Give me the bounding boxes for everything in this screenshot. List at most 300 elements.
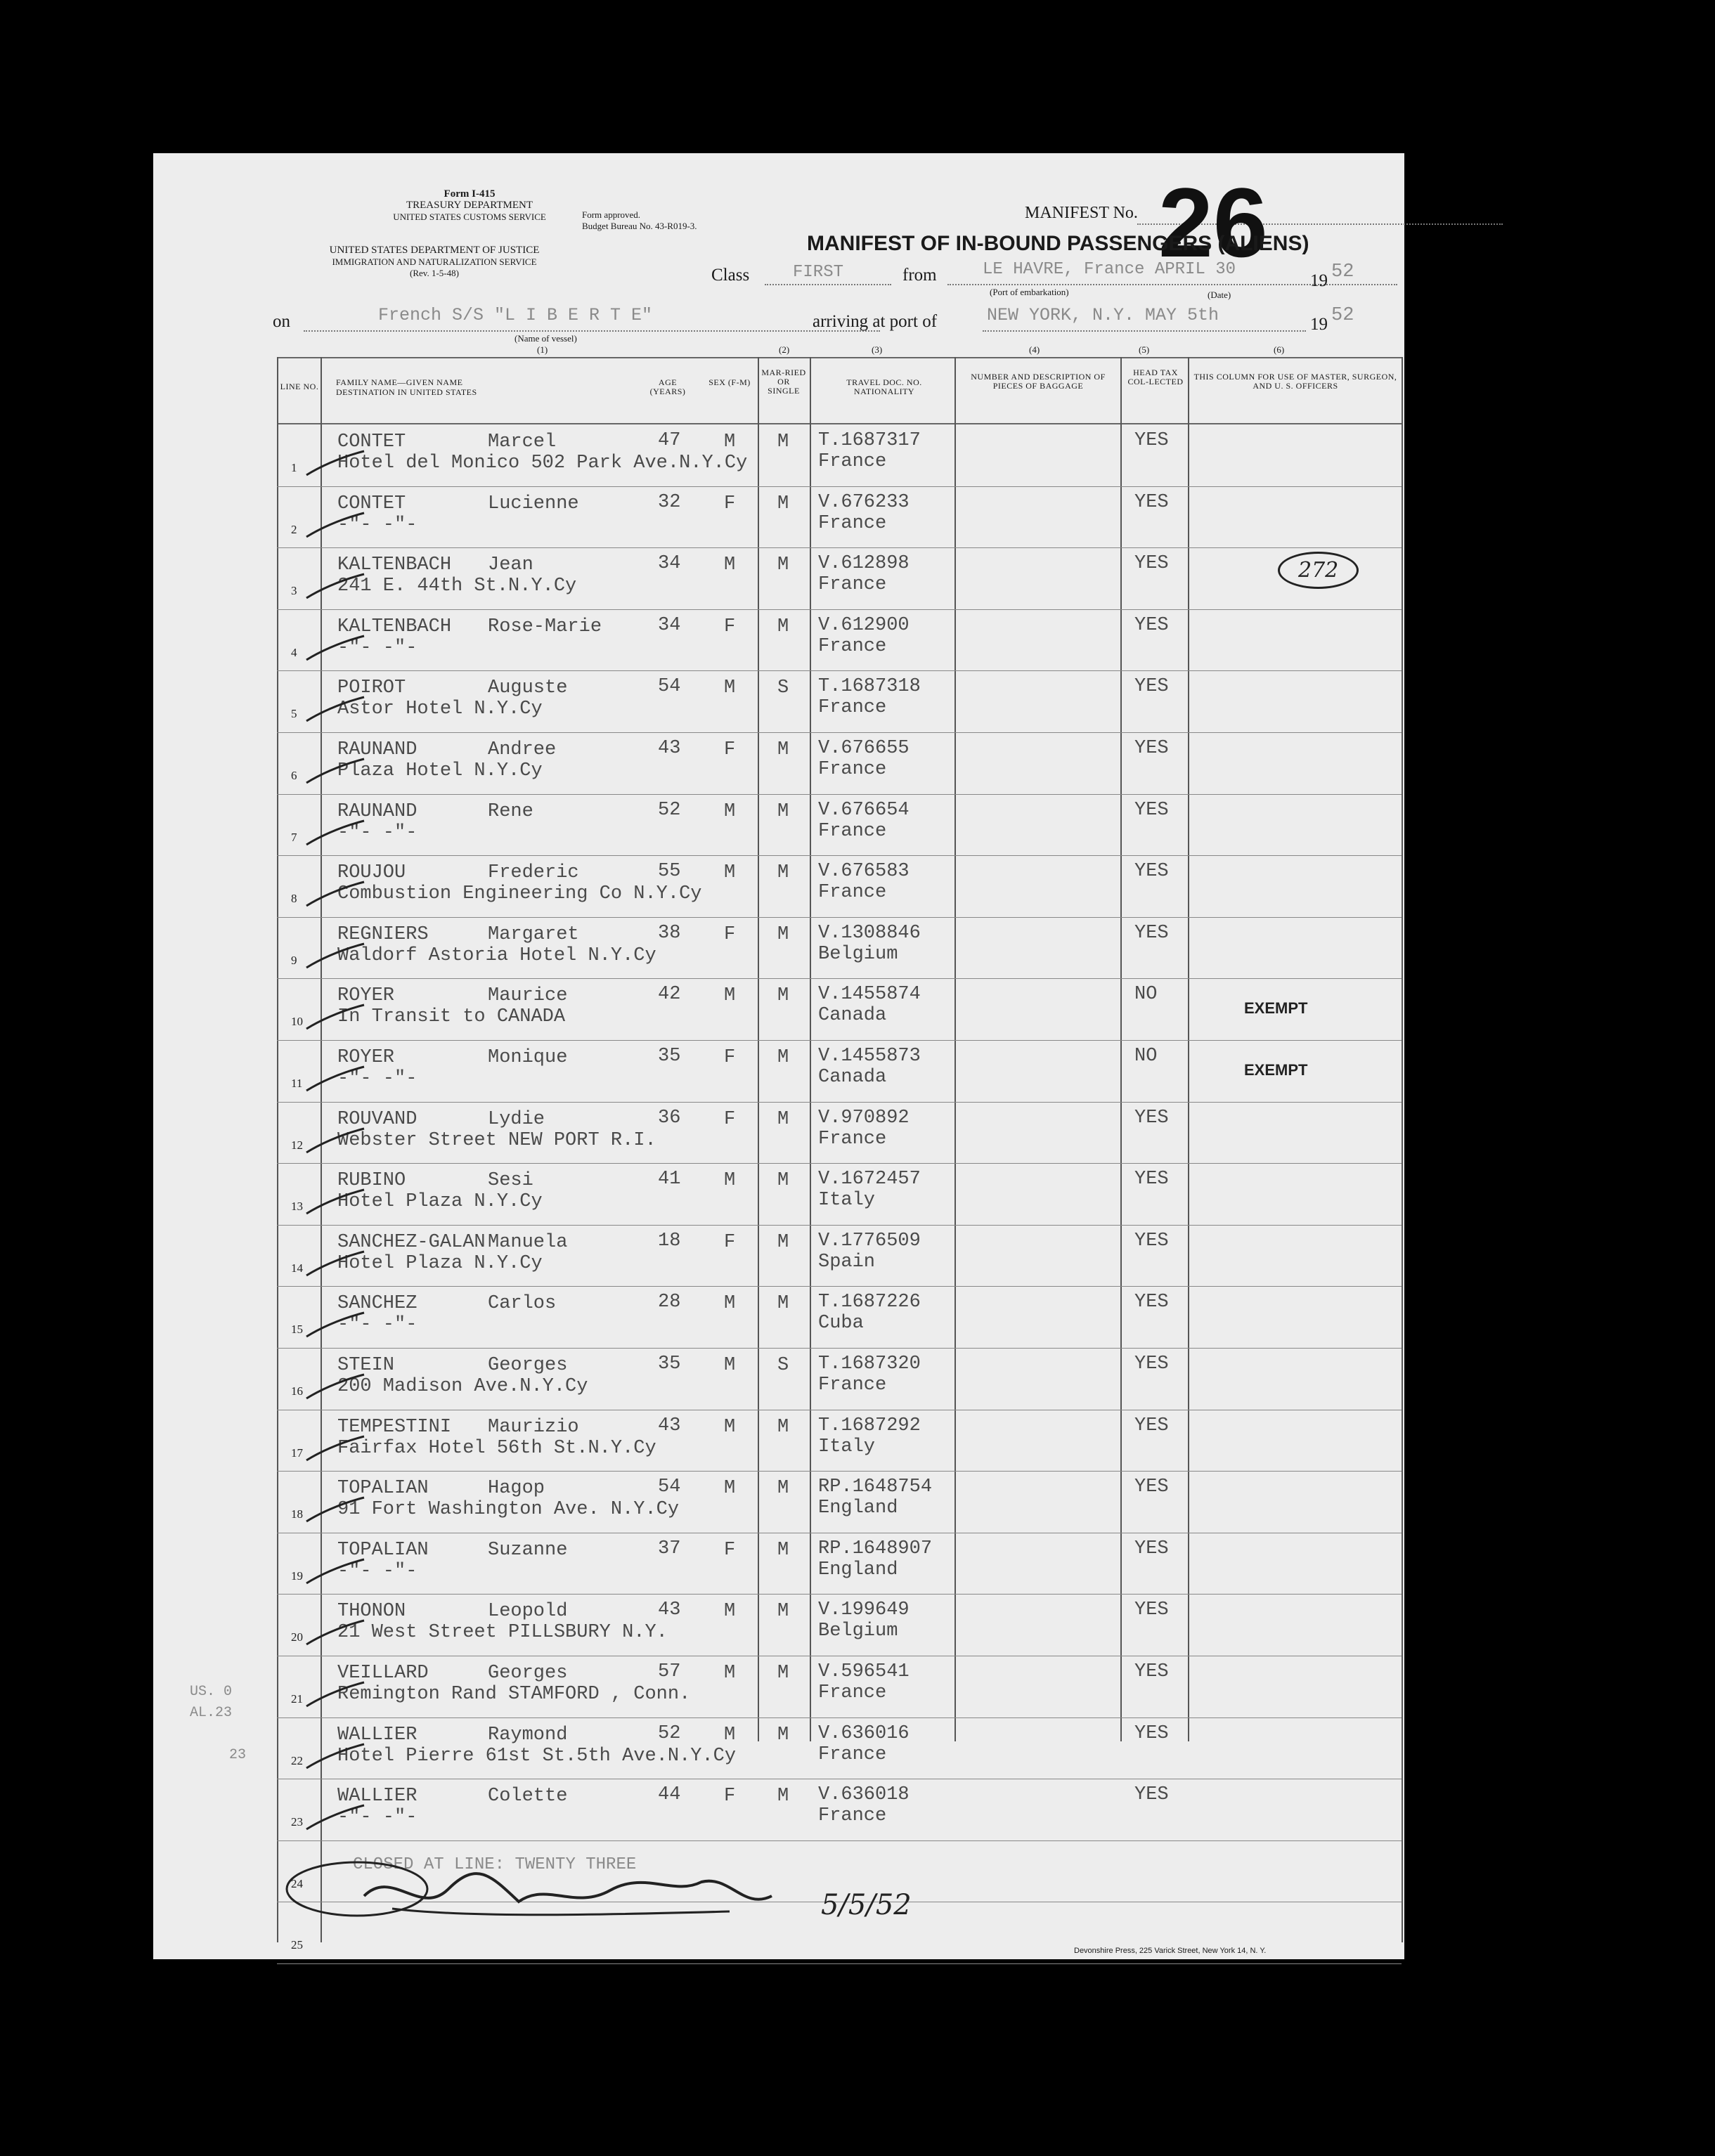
marital-status: M [777,1293,789,1314]
destination: In Transit to CANADA [337,1006,566,1027]
row-rule [277,486,1402,487]
nationality: Belgium [818,944,898,965]
given-name: Monique [488,1047,568,1068]
marital-status: M [777,1663,789,1684]
travel-doc: V.676233 [818,492,910,513]
row-rule [277,794,1402,795]
travel-doc: V.676655 [818,738,910,759]
sex: M [724,862,736,883]
age: 36 [658,1108,681,1129]
marital-status: M [777,739,789,760]
check-mark [304,1801,367,1836]
from-line [947,284,1397,285]
marital-status: M [777,862,789,883]
marital-status: M [777,1170,789,1191]
line-number: 19 [291,1569,303,1583]
destination: Plaza Hotel N.Y.Cy [337,760,543,781]
check-mark [304,1740,367,1775]
form-number: Form I-415 [444,188,496,200]
family-name: REGNIERS [337,924,429,945]
family-name: CONTET [337,493,406,514]
check-mark [304,1678,367,1713]
check-mark [304,509,367,544]
head-tax: YES [1134,492,1169,513]
line-number: 9 [291,954,297,967]
sex: M [724,1663,736,1684]
customs-service: UNITED STATES CUSTOMS SERVICE [393,212,546,222]
head-tax: YES [1134,1476,1169,1498]
travel-doc: V.676654 [818,800,910,821]
marital-status: M [777,493,789,514]
destination: 91 Fort Washington Ave. N.Y.Cy [337,1499,680,1520]
nationality: England [818,1498,898,1519]
nationality: France [818,636,887,657]
col-header-dest: DESTINATION IN UNITED STATES [336,387,477,397]
row-rule [277,547,1402,548]
nationality: France [818,1375,887,1396]
row-rule [277,917,1402,918]
line-number: 25 [291,1938,303,1952]
closed-at-line: CLOSED AT LINE: TWENTY THREE [353,1855,637,1874]
line-number: 8 [291,892,297,905]
check-mark [304,817,367,852]
class-line [765,284,891,285]
marital-status: M [777,1786,789,1807]
date-caption: (Date) [1208,290,1231,300]
head-tax: NO [1134,984,1158,1005]
given-name: Margaret [488,924,579,945]
from-label: from [902,266,937,285]
sex: M [724,1170,736,1191]
marital-status: M [777,1047,789,1068]
printer-imprint: Devonshire Press, 225 Varick Street, New York 14, N. Y. [1074,1947,1267,1955]
given-name: Lucienne [488,493,579,514]
family-name: SANCHEZ [337,1293,418,1314]
nationality: France [818,882,887,903]
check-mark [304,755,367,790]
head-tax: YES [1134,800,1169,821]
line-number: 4 [291,646,297,659]
marital-status: M [777,1478,789,1499]
line-number: 15 [291,1323,303,1336]
col-rule [1188,357,1189,1741]
destination: Webster Street NEW PORT R.I. [337,1130,656,1151]
row-rule [277,1717,1402,1718]
head-tax: YES [1134,553,1169,574]
check-mark [304,1186,367,1221]
check-mark [304,447,367,482]
row-rule [277,1286,1402,1287]
age: 54 [658,1476,681,1498]
age: 43 [658,1599,681,1621]
nationality: England [818,1559,898,1580]
given-name: Frederic [488,862,579,883]
nationality: Italy [818,1436,876,1457]
row-rule [277,1594,1402,1595]
marital-status: M [777,616,789,637]
row-rule [277,670,1402,671]
age: 57 [658,1661,681,1682]
sex: F [724,924,736,945]
col-header-baggage: NUMBER AND DESCRIPTION OF PIECES OF BAGGAGE [971,372,1106,391]
check-mark [304,1555,367,1590]
head-tax: YES [1134,923,1169,944]
age: 35 [658,1046,681,1067]
row-rule [277,1102,1402,1103]
nationality: Canada [818,1067,887,1088]
vessel-value: French S/S "L I B E R T E" [378,305,653,325]
check-mark [304,1370,367,1405]
travel-doc: V.199649 [818,1599,910,1621]
class-value: FIRST [793,263,844,282]
family-name: ROYER [337,985,395,1006]
nationality: France [818,513,887,534]
col-header-sex: SEX (F-M) [708,377,751,387]
line-number: 24 [291,1877,303,1890]
head-tax: YES [1134,1599,1169,1621]
arrival-line [983,330,1306,332]
family-name: ROUJOU [337,862,406,883]
nationality: France [818,451,887,472]
given-name: Maurizio [488,1417,579,1438]
family-name: WALLIER [337,1786,418,1807]
travel-doc: RP.1648907 [818,1538,933,1559]
destination: 200 Madison Ave.N.Y.Cy [337,1376,588,1397]
line-number: 18 [291,1507,303,1521]
age: 34 [658,553,681,574]
sex: M [724,1601,736,1622]
age: 37 [658,1538,681,1559]
arrival-value: NEW YORK, N.Y. MAY 5th [987,305,1219,325]
header-bottom-rule [277,423,1402,424]
form-approved: Form approved. [582,209,641,220]
sex: M [724,985,736,1006]
line-number: 17 [291,1446,303,1460]
age: 52 [658,800,681,821]
family-name: TOPALIAN [337,1540,429,1561]
marital-status: M [777,1109,789,1130]
given-name: Lydie [488,1109,545,1130]
head-tax: YES [1134,1538,1169,1559]
travel-doc: V.1455873 [818,1046,921,1067]
year-prefix-1: 19 [1310,271,1328,290]
nationality: France [818,574,887,595]
head-tax: YES [1134,430,1169,451]
destination: -"- -"- [337,822,418,843]
given-name: Rose-Marie [488,616,602,637]
nationality: France [818,759,887,780]
family-name: ROYER [337,1047,395,1068]
treasury-dept: TREASURY DEPARTMENT [406,200,533,211]
head-tax: YES [1134,1169,1169,1190]
given-name: Colette [488,1786,568,1807]
family-name: KALTENBACH [337,554,452,576]
check-mark [304,1616,367,1651]
travel-doc: V.676583 [818,861,910,882]
check-mark [304,940,367,975]
travel-doc: V.1776509 [818,1230,921,1252]
travel-doc: V.612900 [818,615,910,636]
given-name: Marcel [488,431,557,453]
nationality: France [818,821,887,842]
given-name: Sesi [488,1170,533,1191]
head-tax: YES [1134,1723,1169,1744]
head-tax: YES [1134,1230,1169,1252]
family-name: CONTET [337,431,406,453]
given-name: Leopold [488,1601,568,1622]
colnum-1: (1) [537,344,548,355]
age: 32 [658,492,681,513]
destination: -"- -"- [337,1068,418,1089]
row-rule [277,855,1402,856]
nationality: France [818,1682,887,1703]
officer-note: EXEMPT [1244,1061,1308,1079]
nationality: Italy [818,1190,876,1211]
destination: Hotel Plaza N.Y.Cy [337,1253,543,1274]
line-number: 2 [291,523,297,536]
family-name: VEILLARD [337,1663,429,1684]
sex: F [724,1232,736,1253]
arriving-label: arriving at port of [813,312,938,331]
sex: F [724,1540,736,1561]
given-name: Carlos [488,1293,557,1314]
sex: M [724,801,736,822]
sex: F [724,739,736,760]
family-name: POIROT [337,677,406,699]
destination: -"- -"- [337,1314,418,1335]
line-number: 23 [291,1815,303,1829]
family-name: STEIN [337,1355,395,1376]
line-number: 16 [291,1384,303,1398]
line-number: 1 [291,461,297,474]
line-number: 11 [291,1077,303,1090]
destination: -"- -"- [337,1561,418,1582]
destination: Waldorf Astoria Hotel N.Y.Cy [337,945,656,966]
travel-doc: V.1455874 [818,984,921,1005]
head-tax: YES [1134,1415,1169,1436]
nationality: Canada [818,1005,887,1026]
check-mark [304,693,367,728]
col-rule [1120,357,1122,1741]
family-name: THONON [337,1601,406,1622]
nationality: Cuba [818,1313,864,1334]
given-name: Raymond [488,1725,568,1746]
given-name: Auguste [488,677,568,699]
destination: Fairfax Hotel 56th St.N.Y.Cy [337,1438,656,1459]
officer-note: 272 [1278,552,1359,589]
travel-doc: V.596541 [818,1661,910,1682]
age: 28 [658,1292,681,1313]
line-number: 22 [291,1754,303,1767]
line-number: 7 [291,831,297,844]
col-rule [277,357,278,1942]
age: 34 [658,615,681,636]
travel-doc: V.970892 [818,1108,910,1129]
line-number: 12 [291,1138,303,1152]
sex: F [724,493,736,514]
head-tax: NO [1134,1046,1158,1067]
revision: (Rev. 1-5-48) [410,268,459,278]
head-tax: YES [1134,1784,1169,1805]
nationality: France [818,1129,887,1150]
marital-status: M [777,985,789,1006]
age: 43 [658,1415,681,1436]
manifest-page [153,153,1404,1959]
line-number: 20 [291,1630,303,1644]
age: 47 [658,430,681,451]
travel-doc: V.1308846 [818,923,921,944]
marital-status: M [777,554,789,576]
line-number: 14 [291,1261,303,1275]
sex: M [724,1478,736,1499]
col-header-age: AGE (YEARS) [649,377,686,396]
given-name: Jean [488,554,533,576]
travel-doc: T.1687292 [818,1415,921,1436]
nationality: France [818,1805,887,1826]
family-name: WALLIER [337,1725,418,1746]
year-prefix-2: 19 [1310,315,1328,334]
destination: -"- -"- [337,514,418,535]
col-rule [758,357,759,1741]
travel-doc: V.1672457 [818,1169,921,1190]
family-name: RAUNAND [337,801,418,822]
sex: F [724,1047,736,1068]
head-tax: YES [1134,1292,1169,1313]
officer-note: EXEMPT [1244,999,1308,1017]
row-rule [277,732,1402,733]
row-rule [277,1348,1402,1349]
col-rule [1402,357,1403,1942]
family-name: TOPALIAN [337,1478,429,1499]
given-name: Georges [488,1663,568,1684]
family-name: RUBINO [337,1170,406,1191]
destination: Hotel del Monico 502 Park Ave.N.Y.Cy [337,453,748,474]
row-rule [277,1963,1402,1964]
table-top-rule [277,357,1402,358]
row-rule [277,609,1402,610]
justice-dept: UNITED STATES DEPARTMENT OF JUSTICE [329,245,540,256]
budget-bureau: Budget Bureau No. 43-R019-3. [582,221,697,231]
nationality: France [818,1744,887,1765]
family-name: KALTENBACH [337,616,452,637]
given-name: Hagop [488,1478,545,1499]
check-mark [304,570,367,605]
age: 41 [658,1169,681,1190]
row-rule [277,1163,1402,1164]
given-name: Rene [488,801,533,822]
age: 38 [658,923,681,944]
destination: Remington Rand STAMFORD , Conn. [337,1684,691,1705]
on-label: on [273,312,290,331]
head-tax: YES [1134,1353,1169,1375]
check-mark [304,1308,367,1344]
sex: F [724,1786,736,1807]
signature-date: 5/5/52 [821,1889,912,1921]
head-tax: YES [1134,738,1169,759]
head-tax: YES [1134,676,1169,697]
age: 55 [658,861,681,882]
ins-service: IMMIGRATION AND NATURALIZATION SERVICE [332,256,537,267]
head-tax: YES [1134,615,1169,636]
marital-status: M [777,1232,789,1253]
colnum-6: (6) [1274,344,1285,355]
travel-doc: T.1687318 [818,676,921,697]
given-name: Georges [488,1355,568,1376]
destination: -"- -"- [337,637,418,658]
col-header-name: FAMILY NAME—GIVEN NAME [336,377,463,387]
check-mark [304,1493,367,1528]
age: 43 [658,738,681,759]
marital-status: S [777,1355,789,1376]
row-rule [277,978,1402,979]
colnum-4: (4) [1029,344,1040,355]
sex: M [724,554,736,576]
destination: Hotel Plaza N.Y.Cy [337,1191,543,1212]
year-value-2: 52 [1331,305,1354,326]
margin-note-3: 23 [229,1747,247,1763]
vessel-caption: (Name of vessel) [514,333,577,344]
marital-status: M [777,924,789,945]
given-name: Manuela [488,1232,568,1253]
travel-doc: T.1687320 [818,1353,921,1375]
vessel-line [304,330,880,332]
nationality: France [818,697,887,718]
given-name: Suzanne [488,1540,568,1561]
travel-doc: V.636018 [818,1784,910,1805]
travel-doc: V.612898 [818,553,910,574]
col-header-officers: THIS COLUMN FOR USE OF MASTER, SURGEON, AND U. S. OFFICERS [1193,372,1397,391]
port-embark-caption: (Port of embarkation) [990,287,1069,297]
class-label: Class [711,266,750,285]
travel-doc: T.1687317 [818,430,921,451]
col-header-tax: HEAD TAX COL-LECTED [1127,368,1184,387]
colnum-2: (2) [779,344,790,355]
margin-note-1: US. 0 [190,1684,233,1700]
from-value: LE HAVRE, France APRIL 30 [983,260,1236,279]
line-number: 13 [291,1200,303,1213]
sex: F [724,616,736,637]
family-name: RAUNAND [337,739,418,760]
row-rule [277,1840,1402,1841]
sex: F [724,1109,736,1130]
marital-status: M [777,1725,789,1746]
family-name: TEMPESTINI [337,1417,452,1438]
margin-note-2: AL.23 [190,1705,233,1721]
row-rule [277,1471,1402,1472]
marital-status: M [777,1601,789,1622]
sex: M [724,431,736,453]
line-number: 6 [291,769,297,782]
nationality: Belgium [818,1621,898,1642]
travel-doc: V.636016 [818,1723,910,1744]
manifest-no-label: MANIFEST No. [1025,204,1138,222]
given-name: Andree [488,739,557,760]
age: 54 [658,676,681,697]
marital-status: M [777,801,789,822]
head-tax: YES [1134,1661,1169,1682]
colnum-5: (5) [1139,344,1150,355]
destination: 241 E. 44th St.N.Y.Cy [337,576,577,597]
family-name: SANCHEZ-GALAN [337,1232,486,1253]
destination: Astor Hotel N.Y.Cy [337,699,543,720]
check-mark [304,1063,367,1098]
colnum-3: (3) [872,344,883,355]
destination: 21 West Street PILLSBURY N.Y. [337,1622,668,1643]
marital-status: M [777,431,789,453]
destination: Hotel Pierre 61st St.5th Ave.N.Y.Cy [337,1746,737,1767]
age: 42 [658,984,681,1005]
check-mark [304,878,367,913]
